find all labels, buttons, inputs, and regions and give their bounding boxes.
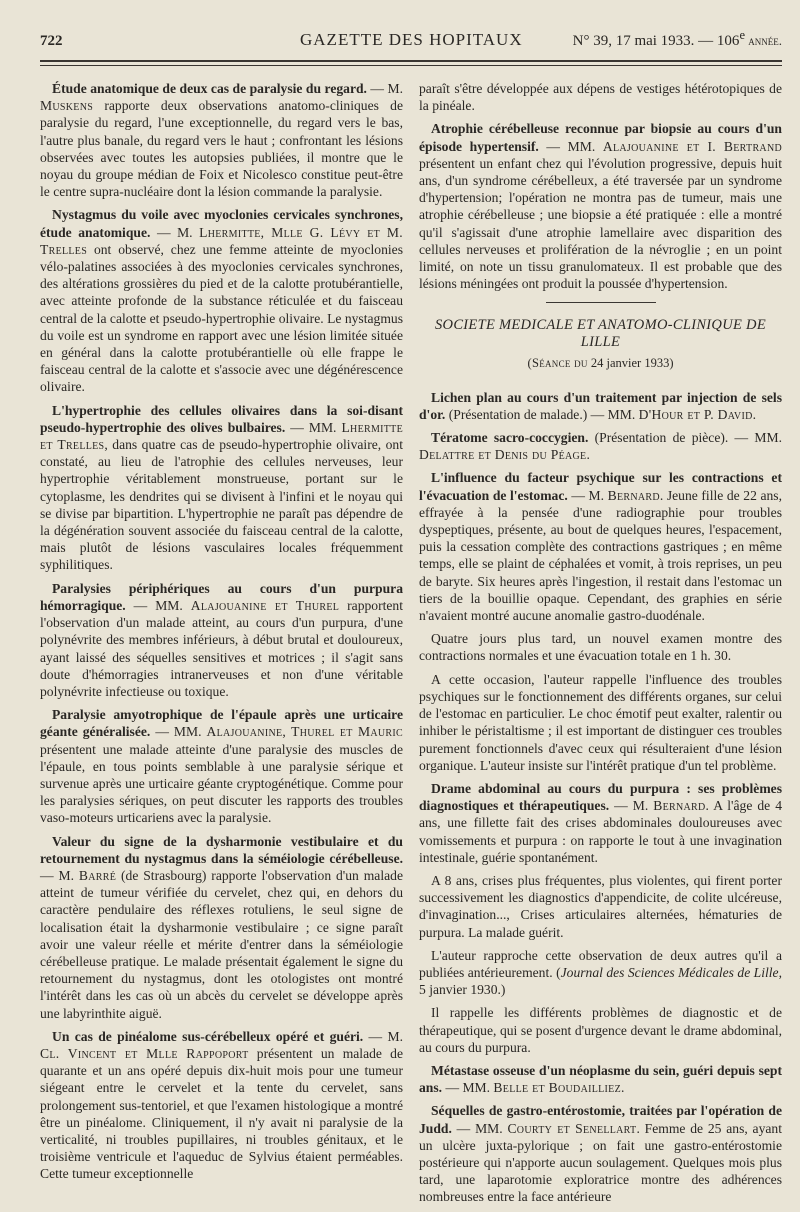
- article-authors: Delattre et Denis du Péage: [419, 447, 587, 463]
- article-authors: Lhermitte, Mlle G. Lévy et M. Trelles: [40, 224, 403, 257]
- article-authors: Cl. Vincent et Mlle Rappoport: [40, 1045, 249, 1061]
- article-text: L'auteur rapproche cette observation de deux autres qu'il a publiées antérieurement. (: [419, 947, 782, 980]
- article-tail: , 5 janvier 1930.): [419, 964, 782, 998]
- page-number: 722: [40, 33, 63, 49]
- article-separator: — MM.: [150, 724, 207, 740]
- article-authors: Lhermitte et Trelles: [40, 419, 403, 453]
- article-text: présentent un malade de quarante et un ans opéré depuis dix-huit mois pour une tumeur siégeant entre le cervelet et la tente du cervelet, sans prolongement sus-tentoriel, et que l'examen histologique a montré être un pinéalome. Cliniquement, il n'y avait ni paralysie de la verticalité, ni troubles pupillaires, ni troubles génitaux, et le troisième ventricule et l'aqueduc de Sylvius étaient perméables. Cette tumeur exceptionnelle: [40, 1045, 403, 1182]
- article-separator: — M.: [609, 798, 654, 814]
- article-italic: Journal des Sciences Médicales de Lille: [560, 964, 779, 980]
- article-separator: (Présentation de pièce). — MM.: [588, 430, 782, 446]
- article-authors: Belle et Boudailliez: [493, 1080, 621, 1096]
- issue-info: [573, 28, 782, 50]
- article-text: (de Strasbourg) rapporte l'observation d'un malade atteint de tumeur vérifiée du cervelet, chez qui, en dehors du caractère pendulaire des réflexes rotuliens, le seul signe de localisation était la dysharmonie vestibulaire ; ce signe paraît avoir une valeur réelle et mérite d'entrer dans la séméiologie cérébelleuse pratique. Le malade présentait également le signe du retournement du nystagmus, dont les otologistes ont montré l'intérêt dans les cas où un abcès du cervelet se développe après une labyrinthite aiguë.: [40, 867, 403, 1021]
- article-paragraph: [40, 80, 403, 200]
- article-heading: Drame abdominal au cours du purpura : ses problèmes diagnostiques et thérapeutiques.: [419, 780, 782, 814]
- article-heading: Atrophie cérébelleuse reconnue par biopsie au cours d'un épisode hypertensif.: [419, 121, 782, 154]
- article-paragraph: [419, 389, 782, 423]
- article-paragraph: [419, 429, 782, 463]
- right-after-articles: [419, 389, 782, 1206]
- article-authors: D'Hour et P. David: [638, 406, 753, 422]
- seance-date: [419, 355, 782, 372]
- article-text: ont observé, chez une femme atteinte de myoclonies vélo-palatines associées à des myoclonies cervicales synchrones, des altérations grossières du pied et de la calotte protubérantielle, avec atteinte profonde de la substance réticulée et du faisceau central de la calotte et pseudo-hypertrophie olivaire. Le nystagmus du voile est un syndrome en rapport avec une lésion limitée située en général dans la calotte protubérantielle où elle frappe le faisceau central de la calotte et s'associe avec une dégénérescence olivaire.: [40, 241, 403, 395]
- article-text: rapportent l'observation d'un malade atteint, au cours d'un purpura, d'une polynévrite des membres inférieurs, à début brutal et douloureux, ayant laissé des séquelles sensitives et motrices ; il s'agit sans doute d'hémorragies intranerveuses et non d'une véritable polynévrite infectieuse ou toxique.: [40, 597, 403, 699]
- article-text: rapporte deux observations anatomo-cliniques de paralysie du regard, l'une exceptionnelle, du regard vers le bas, l'autre plus banale, du regard vers le haut ; confrontant les lésions observées avec toutes les autopsies publiées, il montre que le noyau du groupe médian de Foix et Nicolesco constitue peut-être le centre supra-nucléaire dont la lésion commande la paralysie.: [40, 98, 403, 200]
- article-text: .: [620, 1080, 625, 1096]
- article-paragraph: [419, 469, 782, 624]
- article-separator: — MM.: [538, 138, 603, 154]
- article-authors: Bernard: [607, 487, 660, 503]
- article-heading: Étude anatomique de deux cas de paralysie du regard.: [52, 81, 367, 96]
- article-heading: L'influence du facteur psychique sur les contractions et l'évacuation de l'estomac.: [419, 470, 782, 503]
- columns: [40, 80, 782, 1212]
- article-text: présentent une malade atteinte d'une paralysie des muscles de l'épaule, en tous points semblable à une paralysie sérique et survenue après une urticaire géante cryptogénétique. Comme pour les paralysies sériques, on peut discuter les rapports des troubles vaso-moteurs urticariens avec la paralysie.: [40, 741, 403, 826]
- article-text: .: [586, 447, 590, 463]
- issue-annee: année.: [745, 33, 782, 48]
- article-paragraph: [40, 402, 403, 574]
- article-text: présentent un enfant chez qui l'évolution progressive, depuis huit ans, d'un syndrome cérébelleux, a été traversée par un syndrome d'hypertension; l'opération ne montra pas de tumeur, mais une atrophie cérébelleuse ; une biopsie a été pratiquée : elle a montré qu'il s'agissait d'une atrophie lamellaire avec disparition des cellules nerveuses et prolifération de la névroglie ; en un point limité, on note un tissu granulomateux. Il est probable que des lésions méningées ont produit la poussée d'hypertension.: [419, 155, 782, 292]
- article-text: . Femme de 25 ans, ayant un ulcère juxta-pylorique ; on fait une gastro-entérostomie postérieure qui n'apporte aucun soulagement. Quelques mois plus tard, une laparotomie exploratrice montre des adhérences nombreuses entre la face antérieure: [419, 1120, 782, 1205]
- article-paragraph: [419, 630, 782, 664]
- header-rule: [40, 60, 782, 66]
- article-text: Il rappelle les différents problèmes de diagnostic et de thérapeutique, qui se posent d'urgence devant le drame abdominal, au cours du purpura.: [419, 1005, 782, 1055]
- article-authors: Muskens: [40, 98, 94, 114]
- article-text: Quatre jours plus tard, un nouvel examen montre des contractions normales et une évacuation totale en 1 h. 30.: [419, 631, 782, 664]
- article-heading: Nystagmus du voile avec myoclonies cervicales synchrones, étude anatomique.: [40, 207, 403, 240]
- article-authors: Barré: [78, 867, 117, 883]
- article-authors: Courty et Senellart: [507, 1120, 637, 1136]
- article-paragraph: [419, 1102, 782, 1205]
- article-paragraph: [419, 120, 782, 292]
- right-before-articles: [419, 120, 782, 292]
- page-header: [40, 28, 782, 60]
- article-authors: Alajouanine, Thurel et Mauric: [206, 724, 403, 740]
- section-divider: [546, 302, 656, 303]
- right-column: [419, 80, 782, 1212]
- article-separator: — MM.: [125, 597, 191, 613]
- article-heading: Paralysie amyotrophique de l'épaule après une urticaire géante généralisée.: [40, 707, 403, 740]
- article-text: . Jeune fille de 22 ans, effrayée à la pensée d'une radiographie pour troubles dyspeptiques, présente, au bout de quelques heures, l'espacement, puis la cessation complète des contractions gastriques ; en même temps, elle se plaint de céphalées et vomit, à trois reprises, un peu de baryte. Six heures après l'ingestion, il restait dans l'estomac un tiers de la bouillie opaque. Cependant, des graphies en série n'avaient montré aucune anomalie gastro-duodénale.: [419, 487, 782, 624]
- seance-word: (Séance du: [527, 356, 588, 371]
- left-column: [40, 80, 403, 1212]
- article-text: A cette occasion, l'auteur rappelle l'influence des troubles psychiques sur le fonctionnement des différents organes, sur celui de l'estomac en particulier. Le choc émotif peut exalter, ralentir ou inhiber le péristaltisme ; il est important de distinguer ces troubles purement fonctionnels d'avec ceux qui résulteraient d'une lésion organique. L'auteur insiste sur l'intérêt pratique d'un tel problème.: [419, 671, 782, 773]
- article-paragraph: [40, 1028, 403, 1183]
- article-separator: — MM.: [451, 1120, 508, 1136]
- article-text: A 8 ans, crises plus fréquentes, plus violentes, qui firent porter successivement les diagnostics d'appendicite, de colite ulcéreuse, d'invagination..., Crises articulaires alternées, hématuries de purpura. La malade guérit.: [419, 872, 782, 940]
- article-paragraph: [40, 206, 403, 395]
- article-paragraph: [419, 671, 782, 774]
- article-paragraph: [419, 872, 782, 941]
- article-heading: Tératome sacro-coccygien.: [431, 430, 589, 446]
- article-heading: Paralysies périphériques au cours d'un purpura hémorragique.: [40, 580, 403, 613]
- journal-title: GAZETTE DES HOPITAUX: [300, 30, 523, 49]
- article-authors: Alajouanine et Thurel: [190, 597, 340, 613]
- article-heading: Un cas de pinéalome sus-cérébelleux opéré et guéri.: [52, 1028, 364, 1044]
- article-heading: Lichen plan au cours d'un traitement par injection de sels d'or.: [419, 389, 782, 422]
- article-separator: — M.: [150, 224, 200, 240]
- article-separator: — MM.: [442, 1080, 494, 1096]
- article-text: . A l'âge de 4 ans, une fillette fait des crises abdominales douloureuses avec vomissements et purpura : on rapporte le tout à une invagination intestinale, guérie spontanément.: [419, 798, 783, 865]
- article-authors: Alajouanine et I. Bertrand: [602, 138, 782, 154]
- continuation-text: paraît s'être développée aux dépens de vestiges hétérotopiques de la pinéale.: [419, 81, 782, 114]
- article-heading: Valeur du signe de la dysharmonie vestibulaire et du retournement du nystagmus dans la séméiologie cérébelleuse.: [40, 833, 403, 866]
- article-text: , dans quatre cas de pseudo-hypertrophie olivaire, ont constaté, au lieu de l'atrophie des cellules nerveuses, leur hypertrophie véritablement monstrueuse, portant sur le cytoplasme, les dendrites qui se divisent à l'infini et le noyau qui se divise par bipartition. L'hypertrophie ne paraît pas dépendre de la dégénération souvent associée du faisceau central de la calotte, mais plutôt de lésions vasculaires locales fréquemment syphilitiques.: [40, 437, 403, 573]
- article-paragraph: [40, 580, 403, 700]
- seance-date-value: 24 janvier 1933): [587, 356, 674, 371]
- article-separator: — MM.: [285, 419, 342, 435]
- article-separator: — M.: [567, 487, 608, 503]
- article-separator: (Présentation de malade.) — MM.: [445, 406, 639, 422]
- article-separator: — M.: [366, 81, 403, 96]
- article-paragraph: [40, 833, 403, 1022]
- article-heading: L'hypertrophie des cellules olivaires dans la soi-disant pseudo-hypertrophie des olives bulbaires.: [40, 402, 403, 435]
- article-paragraph: [419, 780, 782, 866]
- article-separator: — M.: [363, 1028, 403, 1044]
- article-paragraph: [419, 1062, 782, 1096]
- article-heading: Métastase osseuse d'un néoplasme du sein, guéri depuis sept ans.: [419, 1062, 782, 1096]
- article-text: .: [752, 406, 757, 422]
- article-paragraph: [419, 1004, 782, 1056]
- article-paragraph: [40, 706, 403, 826]
- issue-date: N° 39, 17 mai 1933. — 106: [572, 33, 740, 49]
- issue-sup: e: [739, 28, 745, 42]
- article-heading: Séquelles de gastro-entérostomie, traitées par l'opération de Judd.: [419, 1103, 782, 1136]
- article-separator: — M.: [40, 867, 79, 883]
- article-paragraph: [419, 947, 782, 999]
- article-authors: Bernard: [653, 798, 706, 814]
- society-title: SOCIETE MEDICALE ET ANATOMO-CLINIQUE DE LILLE: [435, 317, 766, 351]
